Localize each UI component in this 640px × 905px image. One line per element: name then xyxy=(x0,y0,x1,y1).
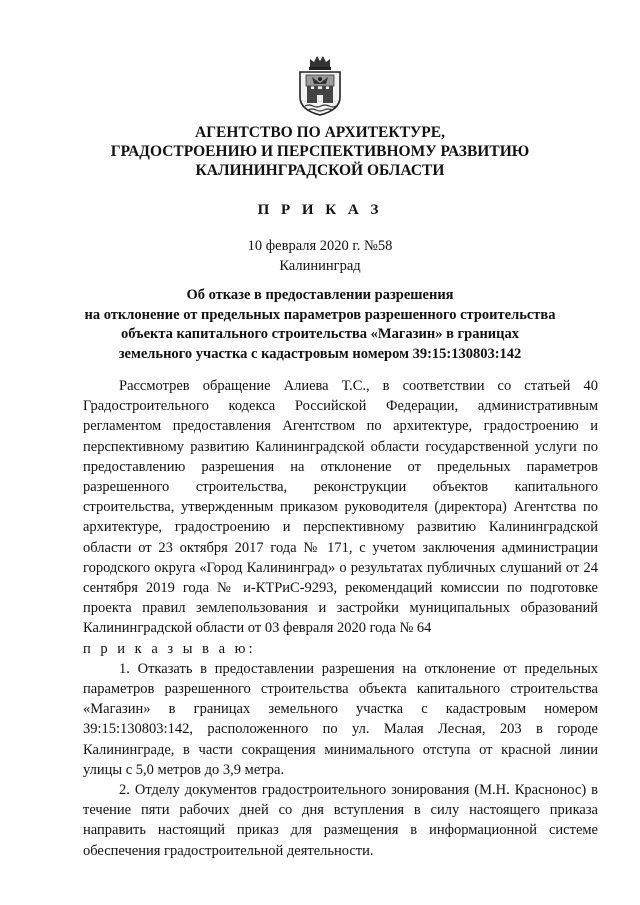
agency-line: КАЛИНИНГРАДСКОЙ ОБЛАСТИ xyxy=(195,162,445,179)
subject-line: на отклонение от предельных параметров разрешенного строительства xyxy=(84,306,556,323)
order-body xyxy=(83,376,598,861)
order-title: П Р И К А З xyxy=(257,202,383,218)
subject-line: Об отказе в предоставлении разрешения xyxy=(186,287,454,303)
preamble-paragraph: Рассмотрев обращение Алиева Т.С., в соответствии со статьей 40 Градостроительного кодекса Российской Федерации, административным регламентом предоставления Агентством по архитектуре, градостроению и перспективному развитию Калининградской области государственной услуги по предоставлению разрешения на отклонение от предельных параметров разрешенного строительства, реконструкции объектов капитального строительства, утвержденным приказом руководителя (директора) Агентства по архитектуре, градостроению и перспективному развитию Калининградской области от 23 октября 2017 года № 171, с учетом заключения администрации городского округа «Город Калининград» о результатах публичных слушаний от 24 сентября 2019 года № и-КТРиС-9293, рекомендаций комиссии по подготовке проекта правил землепользования и застройки муниципальных образований Калининградской области от 03 февраля 2020 года № 64 xyxy=(83,378,598,637)
agency-name xyxy=(60,123,580,180)
order-date-block xyxy=(0,236,640,276)
order-city: Калининград xyxy=(279,258,361,274)
order-subject xyxy=(60,286,580,364)
order-word: п р и к а з ы в а ю: xyxy=(83,640,256,657)
order-item-2: 2. Отделу документов градостроительного зонирования (М.Н. Краснонос) в течение пяти рабочих дней со дня вступления в силу настоящего приказа направить настоящий приказ для размещения в информационной системе обеспечения градостроительной деятельности. xyxy=(83,782,598,859)
subject-line: объекта капитального строительства «Магазин» в границах xyxy=(120,326,520,342)
agency-line: АГЕНТСТВО ПО АРХИТЕКТУРЕ, xyxy=(195,124,445,141)
coat-of-arms-icon xyxy=(296,53,344,117)
order-item-1: 1. Отказать в предоставлении разрешения на отклонение от предельных параметров разрешенного строительства объекта капитального строительства «Магазин» в границах земельного участка с кадастровым номером 39:15:130803:142, расположенного по ул. Малая Лесная, 203 в городе Калининграде, в части сокращения минимального отступа от красной линии улицы с 5,0 метров до 3,9 метра. xyxy=(83,660,598,778)
order-date-number: 10 февраля 2020 г. №58 xyxy=(247,238,393,254)
agency-line: ГРАДОСТРОЕНИЮ И ПЕРСПЕКТИВНОМУ РАЗВИТИЮ xyxy=(110,143,530,160)
subject-line: земельного участка с кадастровым номером 39:15:130803:142 xyxy=(118,345,522,362)
